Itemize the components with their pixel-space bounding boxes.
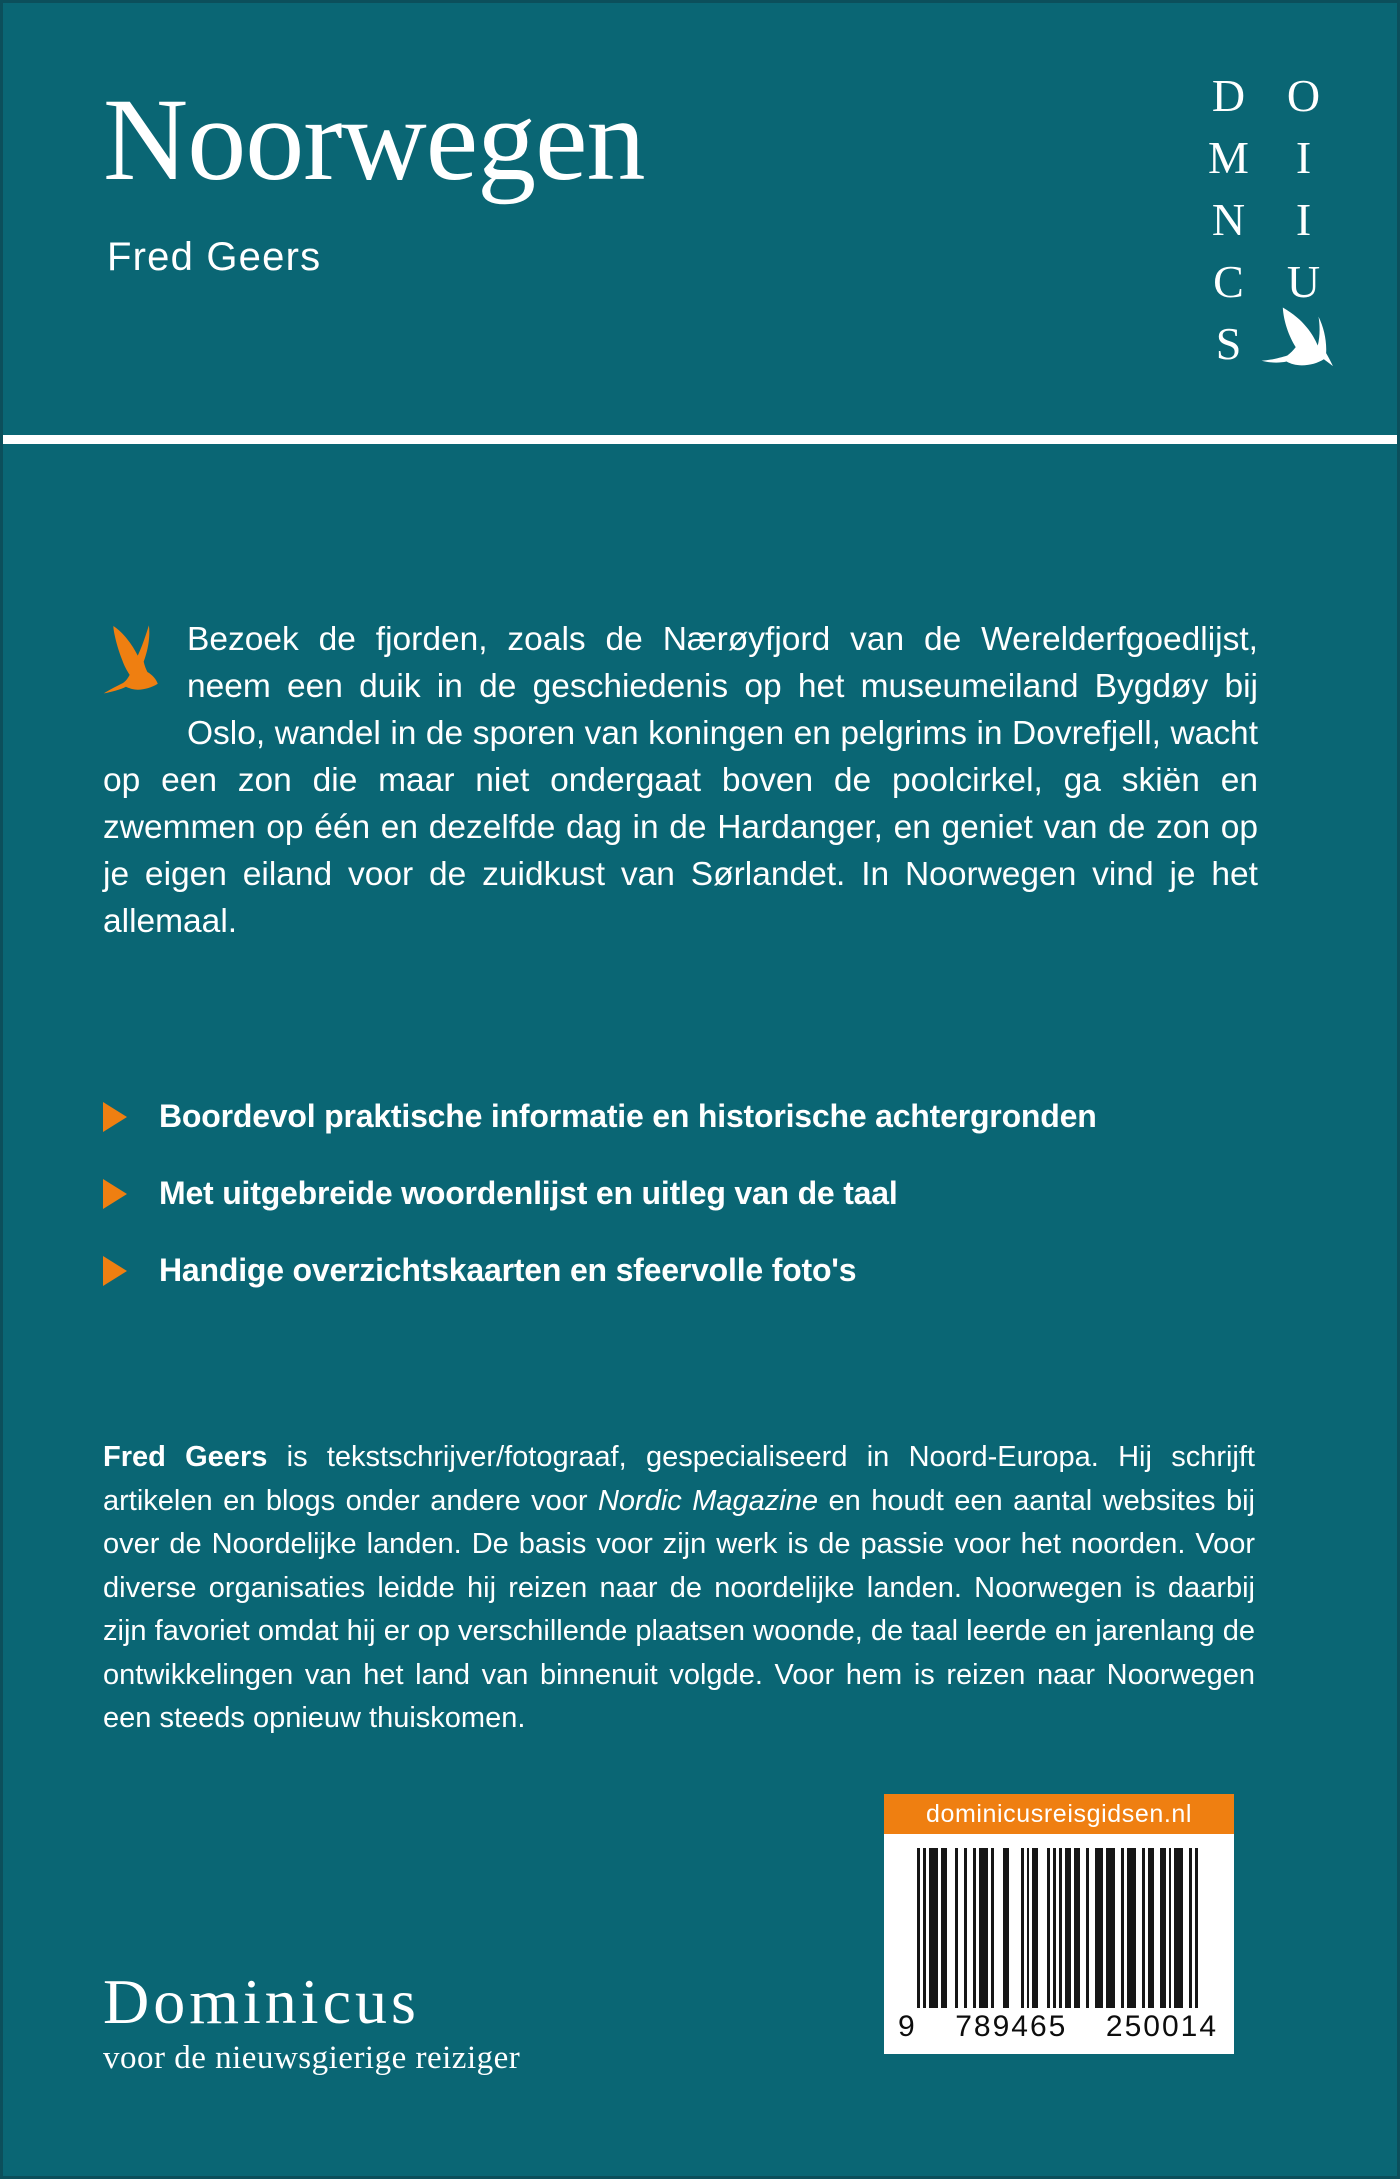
- logo-letter: I: [1295, 194, 1312, 245]
- bio-text-part-2: en houdt een aantal websites bij over de Noordelijke landen. De basis voor zijn werk is de passie voor het noorden. Voor diverse organisaties leidde hij reizen naar de noordelijke landen. Noorwegen is daarbij zijn favoriet omdat hij er op verschillende plaatsen woonde, de taal leerde en jarenlang de ontwikkelingen van het land van binnenuit volgde. Voor hem is reizen naar Noorwegen een steeds opnieuw thuiskomen.: [103, 1484, 1255, 1734]
- list-item: [103, 1155, 1283, 1232]
- bio-text-part-1: is tekstschrijver/fotograaf, gespecialiseerd in Noord-Europa. Hij schrijft artikelen en blogs onder andere voor: [103, 1441, 1255, 1517]
- publisher-tagline: voor de nieuwsgierige reiziger: [103, 2040, 521, 2076]
- list-item: [103, 1078, 1283, 1155]
- logo-row: [1191, 194, 1341, 259]
- publisher-wordmark: Dominicus: [103, 1966, 420, 2037]
- website-url-band: dominicusreisgidsen.nl: [884, 1794, 1234, 1834]
- blurb-paragraph: [103, 616, 1258, 945]
- barcode-bars: [917, 1848, 1212, 2008]
- logo-letter: U: [1286, 256, 1321, 307]
- logo-row: [1191, 132, 1341, 197]
- logo-row: [1191, 70, 1341, 135]
- list-item: [103, 1232, 1283, 1309]
- bio-author-name: Fred Geers: [103, 1441, 268, 1473]
- header-divider: [3, 435, 1400, 444]
- blurb-text: Bezoek de fjorden, zoals de Nærøyfjord van de Werelderfgoedlijst, neem een duik in de geschiedenis op het museumeiland Bygdøy bij Oslo, wandel in de sporen van koningen en pelgrims in Dovrefjell, wacht op een zon die maar niet ondergaat boven de poolcirkel, ga skiën en zwemmen op één en dezelfde dag in de Hardanger, en geniet van de zon op je eigen eiland voor de zuidkust van Sørlandet. In Noorwegen vind je het allemaal.: [103, 621, 1258, 940]
- isbn-left-group: 789465: [955, 2010, 1068, 2043]
- logo-letter: N: [1211, 194, 1246, 245]
- bird-icon: [103, 620, 177, 730]
- feature-bullet-list: [103, 1078, 1283, 1309]
- logo-letter: C: [1213, 256, 1244, 307]
- author-bio: [103, 1436, 1255, 1741]
- triangle-right-icon: [103, 1179, 159, 1209]
- bullet-label: Handige overzichtskaarten en sfeervolle foto's: [159, 1252, 857, 1288]
- page-title: Noorwegen: [103, 74, 645, 205]
- bullet-label: Boordevol praktische informatie en historische achtergronden: [159, 1098, 1097, 1134]
- author-name: Fred Geers: [107, 235, 322, 279]
- barcode-block: [884, 1794, 1234, 2054]
- bullet-label: Met uitgebreide woordenlijst en uitleg van de taal: [159, 1175, 898, 1211]
- barcode-digits: [898, 2008, 1218, 2044]
- publisher-logo-vertical: [1191, 70, 1341, 383]
- logo-letter: D: [1211, 70, 1246, 121]
- logo-letter: I: [1295, 132, 1312, 183]
- bio-magazine-name: Nordic Magazine: [597, 1484, 819, 1517]
- logo-row: [1191, 318, 1341, 383]
- logo-letter: O: [1286, 70, 1321, 121]
- logo-letter: M: [1208, 132, 1249, 183]
- isbn-right-group: 250014: [1105, 2010, 1218, 2043]
- triangle-right-icon: [103, 1102, 159, 1132]
- triangle-right-icon: [103, 1256, 159, 1286]
- publisher-footer-logo: [103, 1968, 623, 2078]
- cover-header: [3, 3, 1400, 435]
- logo-letter: S: [1215, 318, 1242, 369]
- isbn-lead-digit: 9: [898, 2010, 917, 2043]
